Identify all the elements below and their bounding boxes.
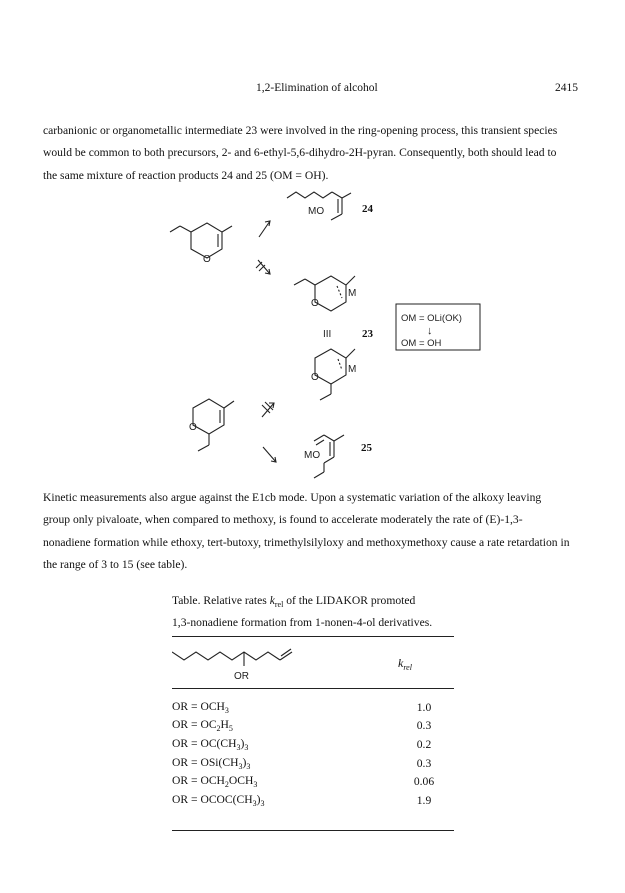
table-bottom-rule — [172, 830, 454, 831]
table-top-rule — [172, 636, 454, 637]
table-row — [172, 754, 454, 773]
compound-label-25: 25 — [361, 442, 372, 454]
table-row — [172, 698, 454, 717]
compound-label-24: 24 — [362, 203, 373, 215]
paragraph-line: nonadiene formation while ethoxy, tert-butoxy, trimethylsilyloxy and methoxymethoxy cause a rate retardation in — [43, 535, 570, 549]
caption-line: 1,3-nonadiene formation from 1-nonen-4-ol derivatives. — [172, 616, 433, 629]
box-line-1: OM = OLi(OK) — [401, 313, 462, 324]
metal-label: M — [348, 364, 357, 375]
k-rel-value: 0.06 — [413, 775, 435, 789]
substituent-cell: OR = $OCH_2OCH_3$ — [172, 774, 258, 790]
paragraph-line: would be common to both precursors, 2- and 6-ethyl-5,6-dihydro-2H-pyran. Consequently, both should lead to — [43, 146, 557, 160]
k-rel-header: $k_{rel}$ — [398, 656, 412, 672]
k-rel-value: 0.3 — [416, 756, 432, 770]
metal-label: M — [348, 288, 357, 299]
ring-oxygen-label: O — [311, 372, 319, 383]
substituent-cell: OR = $OSi(CH_3)_3$ — [172, 755, 251, 771]
mo-label-24: MO — [308, 206, 325, 217]
dihydropyran-2-ethyl-structure — [170, 223, 232, 258]
dihydropyran-6-ethyl-structure — [193, 399, 234, 451]
compound-label-23: 23 — [362, 328, 373, 340]
table-header-rule — [172, 688, 454, 689]
ring-oxygen-label: O — [203, 254, 211, 265]
table-row — [172, 791, 454, 810]
substrate-or-label: OR — [234, 671, 249, 682]
ring-oxygen-label: O — [189, 422, 197, 433]
table-row — [172, 717, 454, 736]
paragraph-line: the range of 3 to 15 (see table). — [43, 557, 188, 571]
table-row — [172, 735, 454, 754]
substituent-cell: OR = $OCOC(CH_3)_3$ — [172, 792, 265, 808]
paragraph-line: the same mixture of reaction products 24 and 25 (OM = OH). — [43, 168, 329, 182]
ring-oxygen-label: O — [311, 298, 319, 309]
paragraph-line: carbanionic or organometallic intermediate 23 were involved in the ring-opening process, this transient species — [43, 124, 558, 137]
substituent-cell: OR = $OCH_3$ — [172, 699, 229, 715]
resonance-symbol: III — [323, 329, 332, 340]
mo-label-25: MO — [304, 450, 321, 461]
table-caption — [172, 592, 432, 632]
table-row — [172, 772, 454, 791]
paragraph-line: group only pivaloate, when compared to methoxy, is found to accelerate moderately the rate of (E)-1,3- — [43, 513, 523, 527]
box-line-2: OM = OH — [401, 338, 442, 349]
k-rel-value: 1.0 — [416, 700, 432, 714]
substituent-cell: OR = $OC_2H_5$ — [172, 718, 233, 734]
arrow-to-24 — [259, 221, 270, 237]
substituent-cell: OR = $OC(CH_3)_3$ — [172, 736, 249, 752]
arrow-to-25 — [263, 447, 276, 462]
k-rel-value: 1.9 — [416, 793, 432, 807]
rates-table — [172, 698, 454, 810]
caption-line: Table. Relative rates $k_{rel}$ of the LIDAKOR promoted — [172, 594, 416, 609]
paragraph-kinetics — [43, 487, 587, 576]
running-title: 1,2-Elimination of alcohol — [256, 82, 378, 94]
paragraph-line: Kinetic measurements also argue against the E1cb mode. Upon a systematic variation of the alkoxy leaving — [43, 491, 542, 504]
k-rel-value: 0.3 — [416, 719, 432, 733]
k-rel-value: 0.2 — [416, 737, 432, 751]
box-down-arrow: ↓ — [427, 325, 433, 337]
intermediate-23-upper-structure — [294, 276, 355, 311]
forbidden-arrow — [258, 260, 270, 274]
page-number: 2415 — [555, 82, 578, 94]
